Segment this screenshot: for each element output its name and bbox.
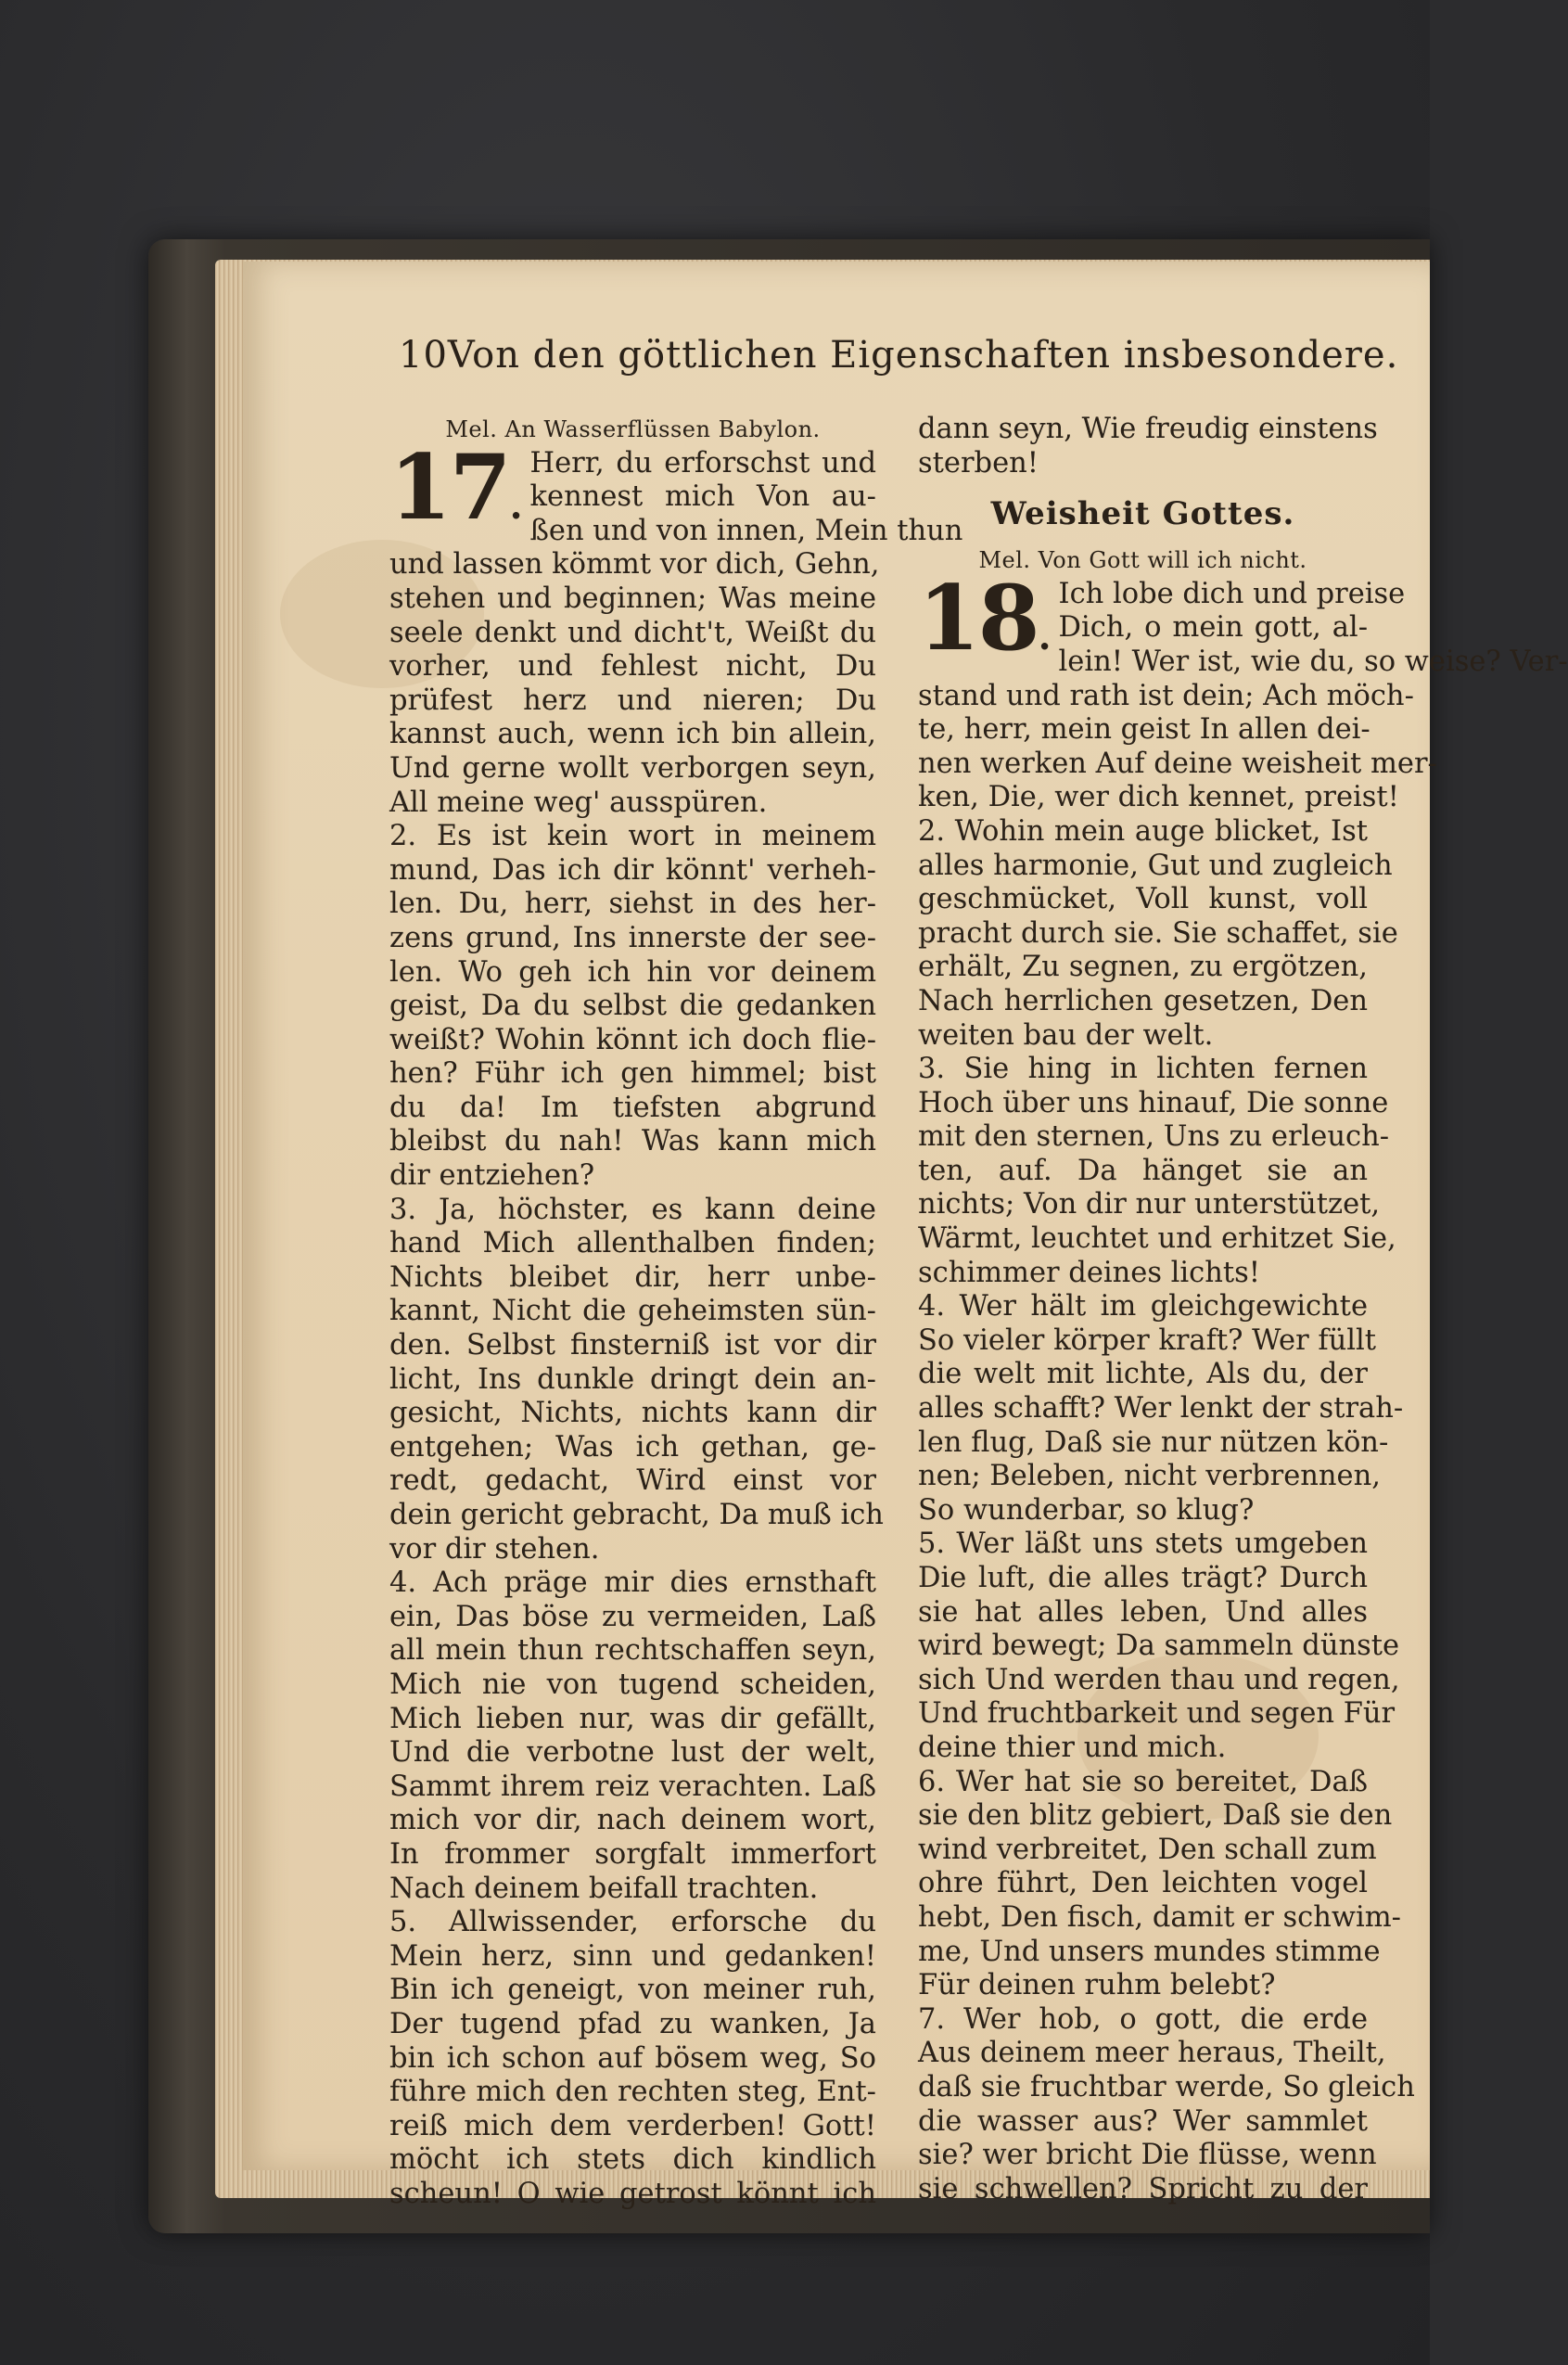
running-header xyxy=(399,334,1399,399)
text-line: scheun! O wie getrost könnt ich xyxy=(389,2177,876,2210)
text-line: Mich nie von tugend scheiden, xyxy=(389,1668,876,1701)
text-line: Für deinen ruhm belebt? xyxy=(918,1969,1276,2002)
text-line: So vieler körper kraft? Wer füllt xyxy=(918,1323,1377,1357)
text-line: dir entziehen? xyxy=(389,1159,595,1193)
text-line: reiß mich dem verderben! Gott! xyxy=(389,2109,876,2142)
text-line: Mein herz, sinn und gedanken! xyxy=(389,1939,876,1973)
text-line: 5. Wer läßt uns stets umgeben xyxy=(918,1528,1368,1561)
text-line: So wunderbar, so klug? xyxy=(918,1493,1255,1527)
text-line: licht, Ins dunkle dringt dein an- xyxy=(389,1362,876,1396)
hymn-text xyxy=(389,434,963,2212)
text-line: entgehen; Was ich gethan, ge- xyxy=(389,1430,876,1464)
text-line: In frommer sorgfalt immerfort xyxy=(389,1837,876,1871)
text-line: nen werken Auf deine weisheit mer- xyxy=(918,747,1437,780)
text-line: zens grund, Ins innerste der see- xyxy=(389,921,876,954)
text-line: 3. Sie hing in lichten fernen xyxy=(918,1053,1368,1086)
text-line: Herr, du erforschst und xyxy=(529,446,876,479)
hymn-text xyxy=(918,565,1568,2207)
text-line: 7. Wer hob, o gott, die erde xyxy=(918,2002,1368,2036)
hymn-number-value: 17 xyxy=(389,434,510,540)
text-line: sich Und werden thau und regen, xyxy=(918,1663,1400,1696)
text-line: len. Du, herr, siehst in des her- xyxy=(389,888,876,921)
text-line: geist, Da du selbst die gedanken xyxy=(389,990,876,1023)
text-line: Mich lieben nur, was dir gefällt, xyxy=(389,1702,876,1735)
text-line: 2. Wohin mein auge blicket, Ist xyxy=(918,814,1368,848)
text-line: geschmücket, Voll kunst, voll xyxy=(918,883,1368,916)
text-line: Die luft, die alles trägt? Durch xyxy=(918,1562,1368,1594)
text-line: stehen und beginnen; Was meine xyxy=(389,582,876,615)
text-line: nichts; Von dir nur unterstützet, xyxy=(918,1188,1381,1221)
text-line: sie schwellen? Spricht zu der xyxy=(918,2172,1368,2205)
text-line: 2. Es ist kein wort in meinem xyxy=(389,820,876,853)
text-line: 4. Ach präge mir dies ernsthaft xyxy=(389,1566,876,1600)
text-line: Und gerne wollt verborgen seyn, xyxy=(389,751,876,785)
text-line: die wasser aus? Wer sammlet xyxy=(918,2104,1368,2138)
text-line: du da! Im tiefsten abgrund xyxy=(389,1091,876,1124)
text-line: und lassen kömmt vor dich, Gehn, xyxy=(389,548,880,582)
text-line: ein, Das böse zu vermeiden, Laß xyxy=(389,1600,876,1633)
text-line: den. Selbst finsterniß ist vor dir xyxy=(389,1329,876,1362)
section-title: Weisheit Gottes. xyxy=(990,495,1295,533)
hymn-number-value: 18 xyxy=(918,565,1039,671)
text-line: alles schafft? Wer lenkt der strah- xyxy=(918,1392,1404,1425)
text-line: Nach deinem beifall trachten. xyxy=(389,1872,819,1905)
text-line: wind verbreitet, Den schall zum xyxy=(918,1833,1377,1866)
text-line: 6. Wer hat sie so bereitet, Daß xyxy=(918,1765,1368,1798)
text-line: deine thier und mich. xyxy=(918,1731,1227,1764)
text-line: All meine weg' ausspüren. xyxy=(389,786,768,819)
page-title: Von den göttlichen Eigenschaften insbesondere. xyxy=(447,334,1399,377)
text-line: Dich, o mein gott, al- xyxy=(1058,611,1368,645)
text-line: sie den blitz gebiert, Daß sie den xyxy=(918,1799,1393,1833)
text-line: Nichts bleibet dir, herr unbe- xyxy=(389,1260,876,1294)
text-line: kannst auch, wenn ich bin allein, xyxy=(389,718,876,751)
text-line: mich vor dir, nach deinem wort, xyxy=(389,1804,876,1837)
text-line: bin ich schon auf bösem weg, So xyxy=(389,2041,876,2075)
text-line: 5. Allwissender, erforsche du xyxy=(389,1906,876,1939)
text-line: nen; Beleben, nicht verbrennen, xyxy=(918,1460,1381,1493)
text-line: dein gericht gebracht, Da muß ich xyxy=(389,1499,884,1531)
text-line: sterben! xyxy=(918,446,1039,479)
text-line: Wärmt, leuchtet und erhitzet Sie, xyxy=(918,1222,1396,1256)
text-line: mit den sternen, Uns zu erleuch- xyxy=(918,1120,1390,1154)
text-line: hand Mich allenthalben finden; xyxy=(389,1227,876,1260)
hymn-number: 18. xyxy=(918,565,1050,671)
text-line: vorher, und fehlest nicht, Du xyxy=(389,650,876,684)
text-line: Ich lobe dich und preise xyxy=(1058,577,1406,610)
left-column xyxy=(389,413,963,2211)
text-line: Nach herrlichen gesetzen, Den xyxy=(918,984,1368,1017)
text-line: ken, Die, wer dich kennet, preist! xyxy=(918,781,1399,814)
text-line: weiten bau der welt. xyxy=(918,1018,1214,1052)
right-column xyxy=(918,413,1568,2206)
text-line: gesicht, Nichts, nichts kann dir xyxy=(389,1397,876,1430)
text-line: alles harmonie, Gut und zugleich xyxy=(918,849,1393,882)
text-line: wird bewegt; Da sammeln dünste xyxy=(918,1630,1400,1663)
text-line: vor dir stehen. xyxy=(389,1532,600,1566)
text-line: len. Wo geh ich hin vor deinem xyxy=(389,955,876,989)
text-line: Aus deinem meer heraus, Theilt, xyxy=(918,2037,1386,2070)
text-line: 4. Wer hält im gleichgewichte xyxy=(918,1290,1368,1323)
text-line: redt, gedacht, Wird einst vor xyxy=(389,1464,876,1498)
text-line: sie hat alles leben, Und alles xyxy=(918,1595,1368,1629)
text-line: ten, auf. Da hänget sie an xyxy=(918,1154,1368,1187)
text-line: 3. Ja, höchster, es kann deine xyxy=(389,1193,876,1226)
text-line: ohre führt, Den leichten vogel xyxy=(918,1867,1368,1900)
text-line: len flug, Daß sie nur nützen kön- xyxy=(918,1425,1389,1459)
text-line: bleibst du nah! Was kann mich xyxy=(389,1125,876,1158)
text-line: Und die verbotne lust der welt, xyxy=(389,1736,876,1770)
text-line: Hoch über uns hinauf, Die sonne xyxy=(918,1086,1389,1119)
text-line: stand und rath ist dein; Ach möch- xyxy=(918,679,1414,712)
text-line: möcht ich stets dich kindlich xyxy=(389,2143,876,2177)
hymn-text-continued xyxy=(918,413,1378,480)
text-line: lein! Wer ist, wie du, so weise? Ver- xyxy=(1058,645,1568,678)
hymn-number: 17. xyxy=(389,434,521,540)
text-line: all mein thun rechtschaffen seyn, xyxy=(389,1634,876,1668)
melody-line: Mel. An Wasserflüssen Babylon. xyxy=(445,416,821,442)
text-line: die welt mit lichte, Als du, der xyxy=(918,1358,1368,1391)
text-line: hebt, Den fisch, damit er schwim- xyxy=(918,1900,1401,1934)
text-line: weißt? Wohin könnt ich doch flie- xyxy=(389,1023,876,1056)
text-line: hen? Führ ich gen himmel; bist xyxy=(389,1057,876,1091)
text-line: Der tugend pfad zu wanken, Ja xyxy=(389,2007,876,2040)
text-line: pracht durch sie. Sie schaffet, sie xyxy=(918,916,1398,950)
text-line: Und fruchtbarkeit und segen Für xyxy=(918,1697,1396,1731)
melody-line: Mel. Von Gott will ich nicht. xyxy=(978,547,1307,574)
text-line: me, Und unsers mundes stimme xyxy=(918,1935,1381,1968)
text-line: führe mich den rechten steg, Ent- xyxy=(389,2076,876,2109)
text-line: Sammt ihrem reiz verachten. Laß xyxy=(389,1770,876,1803)
text-line: mund, Das ich dir könnt' verheh- xyxy=(389,853,876,887)
text-line: dann seyn, Wie freudig einstens xyxy=(918,413,1378,445)
text-line: erhält, Zu segnen, zu ergötzen, xyxy=(918,951,1368,984)
text-line: kennest mich Von au- xyxy=(529,480,876,514)
text-line: seele denkt und dicht't, Weißt du xyxy=(389,616,876,649)
text-line: daß sie fruchtbar werde, So gleich xyxy=(918,2070,1415,2103)
text-line: ßen und von innen, Mein thun xyxy=(529,514,963,547)
text-line: Bin ich geneigt, von meiner ruh, xyxy=(389,1974,876,2007)
page-number: 10 xyxy=(399,334,448,377)
text-line: kannt, Nicht die geheimsten sün- xyxy=(389,1295,876,1328)
text-line: sie? wer bricht Die flüsse, wenn xyxy=(918,2139,1377,2172)
text-line: te, herr, mein geist In allen dei- xyxy=(918,713,1370,747)
text-line: schimmer deines lichts! xyxy=(918,1256,1261,1289)
text-line: prüfest herz und nieren; Du xyxy=(389,684,876,717)
